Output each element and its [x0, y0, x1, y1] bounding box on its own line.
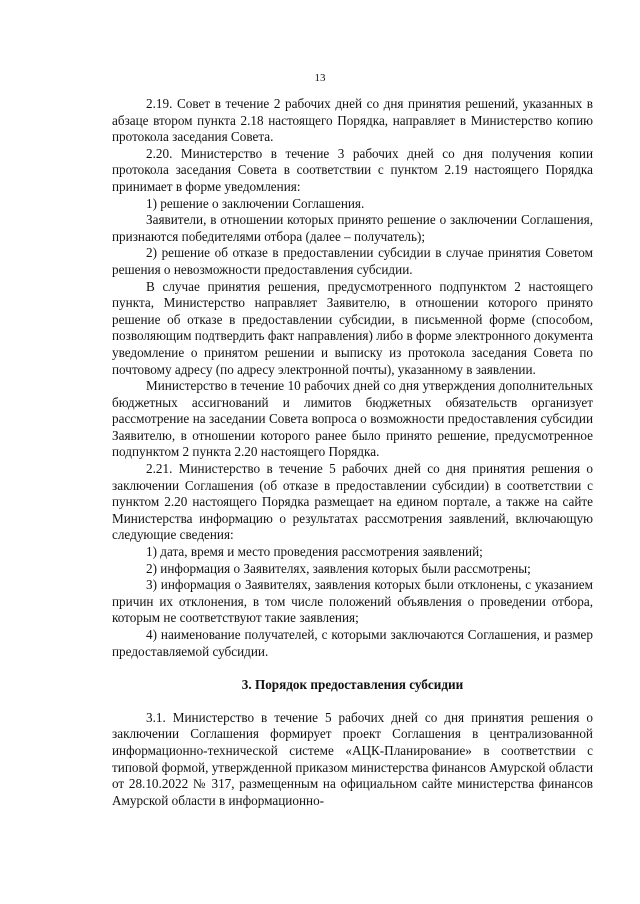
section-heading: 3. Порядок предоставления субсидии [241, 677, 464, 693]
paragraph-winners: Заявители, в отношении которых принято решение о заключении Соглашения, признаются победителями отбора (далее – получатель); [112, 212, 593, 244]
document-body [112, 96, 593, 809]
paragraph-2-20: 2.20. Министерство в течение 3 рабочих дней со дня получения копии протокола заседания Совета в соответствии с пунктом 2.19 настоящего Порядка принимает в форме уведомления: [112, 145, 593, 194]
list-item-considered-applicants: 2) информация о Заявителях, заявления которых были рассмотрены; [146, 560, 531, 576]
paragraph-refusal-notice: В случае принятия решения, предусмотренного подпунктом 2 настоящего пункта, Министерство направляет Заявителю, в отношении которого принято решение об отказе в предоставлении субсидии, в письменной форме (способом, позволяющим подтвердить факт направления) либо в форме электронного документа уведомление о принятом решении и выписку из протокола заседания Совета по почтовому адресу (по адресу электронной почты), указанному в заявлении. [112, 278, 593, 377]
list-item-rejected-applicants: 3) информация о Заявителях, заявления которых были отклонены, с указанием причин их отклонения, в том числе положений объявления о проведении отбора, которым не соответствуют такие заявления; [112, 577, 593, 626]
page-number: 13 [314, 72, 326, 84]
paragraph-3-1: 3.1. Министерство в течение 5 рабочих дней со дня принятия решения о заключении Соглашения формирует проект Соглашения в централизованной информационно-технической системе «АЦК-Планирование» в соответствии с типовой формой, утвержденной приказом министерства финансов Амурской области от 28.10.2022 № 317, размещенным на официальном сайте министерства финансов Амурской области в информационно- [112, 709, 593, 808]
list-item-date-time-place: 1) дата, время и место проведения рассмотрения заявлений; [146, 544, 483, 560]
paragraph-2-21: 2.21. Министерство в течение 5 рабочих дней со дня принятия решения о заключении Соглашения (об отказе в предоставлении субсидии) в соответствии с пунктом 2.20 настоящего Порядка размещает на едином портале, а также на сайте Министерства информацию о результатах рассмотрения заявлений, включающую следующие сведения: [112, 461, 593, 543]
list-item-decision-agreement: 1) решение о заключении Соглашения. [146, 195, 365, 211]
list-item-decision-refusal: 2) решение об отказе в предоставлении субсидии в случае принятия Советом решения о невозможности предоставления субсидии. [112, 245, 593, 277]
paragraph-additional-allocations: Министерство в течение 10 рабочих дней со дня утверждения дополнительных бюджетных ассигнований и лимитов бюджетных обязательств организует рассмотрение на заседании Совета вопроса о возможности предоставления субсидии Заявителю, в отношении которого ранее было принято решение, предусмотренное подпунктом 2 пункта 2.20 настоящего Порядка. [112, 378, 593, 460]
list-item-recipients: 4) наименование получателей, с которыми заключаются Соглашения, и размер предоставляемой субсидии. [112, 627, 593, 659]
paragraph-2-19: 2.19. Совет в течение 2 рабочих дней со дня принятия решений, указанных в абзаце втором пункта 2.18 настоящего Порядка, направляет в Министерство копию протокола заседания Совета. [112, 96, 593, 145]
